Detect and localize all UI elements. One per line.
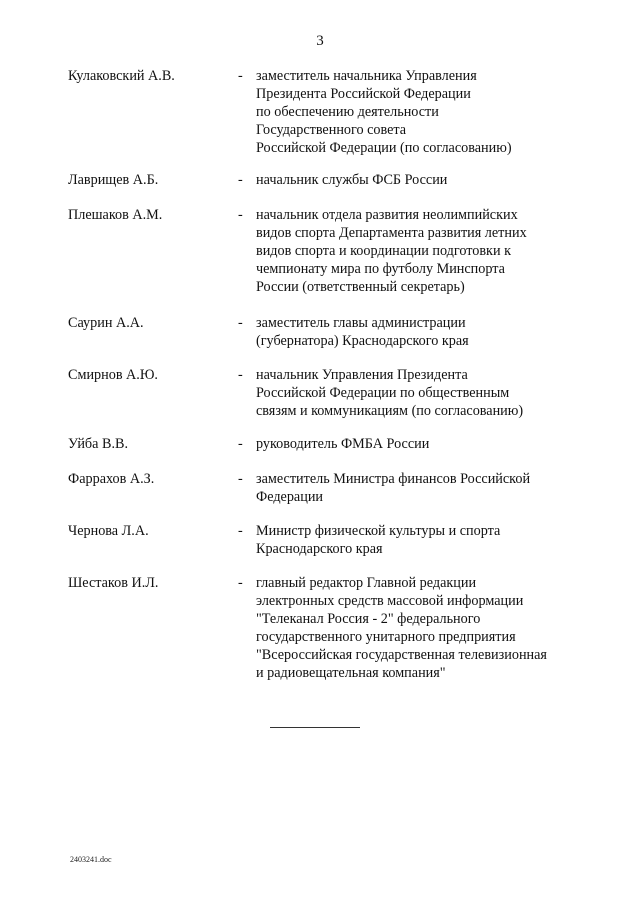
page-number: 3 xyxy=(316,33,324,49)
member-position xyxy=(256,574,588,682)
dash-separator: - xyxy=(238,367,243,383)
member-name: Саурин А.А. xyxy=(68,315,144,331)
position-line: начальник отдела развития неолимпийских xyxy=(256,207,518,223)
member-position xyxy=(256,67,588,157)
member-entry xyxy=(68,574,588,682)
position-line: и радиовещательная компания" xyxy=(256,665,446,681)
member-name: Чернова Л.А. xyxy=(68,523,149,539)
position-line: заместитель начальника Управления xyxy=(256,68,477,84)
position-line: заместитель главы администрации xyxy=(256,315,466,331)
member-name: Лаврищев А.Б. xyxy=(68,172,159,188)
dash-separator: - xyxy=(238,523,243,539)
position-line: Министр физической культуры и спорта xyxy=(256,523,501,539)
position-line: Российской Федерации по общественным xyxy=(256,385,510,401)
member-entry xyxy=(68,206,588,314)
dash-separator: - xyxy=(238,315,243,331)
member-entry xyxy=(68,314,588,366)
dash-separator: - xyxy=(238,172,243,188)
position-line: электронных средств массовой информации xyxy=(256,593,524,609)
document-file-code: 2403241.doc xyxy=(70,855,112,864)
position-line: "Телеканал Россия - 2" федерального xyxy=(256,611,481,627)
position-line: видов спорта и координации подготовки к xyxy=(256,243,511,259)
member-entry xyxy=(68,522,588,574)
position-line: России (ответственный секретарь) xyxy=(256,279,465,295)
position-line: Краснодарского края xyxy=(256,541,383,557)
member-position xyxy=(256,435,588,453)
member-name: Уйба В.В. xyxy=(68,436,129,452)
member-name: Кулаковский А.В. xyxy=(68,68,175,84)
position-line: государственного унитарного предприятия xyxy=(256,629,516,645)
member-position xyxy=(256,522,588,558)
position-line: связям и коммуникациям (по согласованию) xyxy=(256,403,524,419)
position-line: Государственного совета xyxy=(256,122,407,138)
member-entry xyxy=(68,435,588,470)
dash-separator: - xyxy=(238,436,243,452)
member-name: Плешаков А.М. xyxy=(68,207,163,223)
position-line: Федерации xyxy=(256,489,324,505)
position-line: начальник Управления Президента xyxy=(256,367,468,383)
position-line: чемпионату мира по футболу Минспорта xyxy=(256,261,505,277)
member-name: Шестаков И.Л. xyxy=(68,575,159,591)
position-line: Российской Федерации (по согласованию) xyxy=(256,140,512,156)
member-entry xyxy=(68,366,588,435)
position-line: видов спорта Департамента развития летних xyxy=(256,225,527,241)
position-line: заместитель Министра финансов Российской xyxy=(256,471,531,487)
member-position xyxy=(256,171,588,189)
position-line: главный редактор Главной редакции xyxy=(256,575,477,591)
member-entry xyxy=(68,171,588,206)
position-line: начальник службы ФСБ России xyxy=(256,172,448,188)
member-position xyxy=(256,206,588,296)
member-list xyxy=(68,67,588,682)
member-position xyxy=(256,366,588,420)
position-line: "Всероссийская государственная телевизионная xyxy=(256,647,547,663)
position-line: по обеспечению деятельности xyxy=(256,104,439,120)
member-name: Фаррахов А.З. xyxy=(68,471,155,487)
dash-separator: - xyxy=(238,575,243,591)
position-line: руководитель ФМБА России xyxy=(256,436,430,452)
member-name: Смирнов А.Ю. xyxy=(68,367,158,383)
member-position xyxy=(256,470,588,506)
dash-separator: - xyxy=(238,207,243,223)
dash-separator: - xyxy=(238,68,243,84)
position-line: Президента Российской Федерации xyxy=(256,86,471,102)
member-entry xyxy=(68,470,588,522)
member-position xyxy=(256,314,588,350)
position-line: (губернатора) Краснодарского края xyxy=(256,333,469,349)
end-separator-line xyxy=(270,727,360,728)
member-entry xyxy=(68,67,588,171)
dash-separator: - xyxy=(238,471,243,487)
